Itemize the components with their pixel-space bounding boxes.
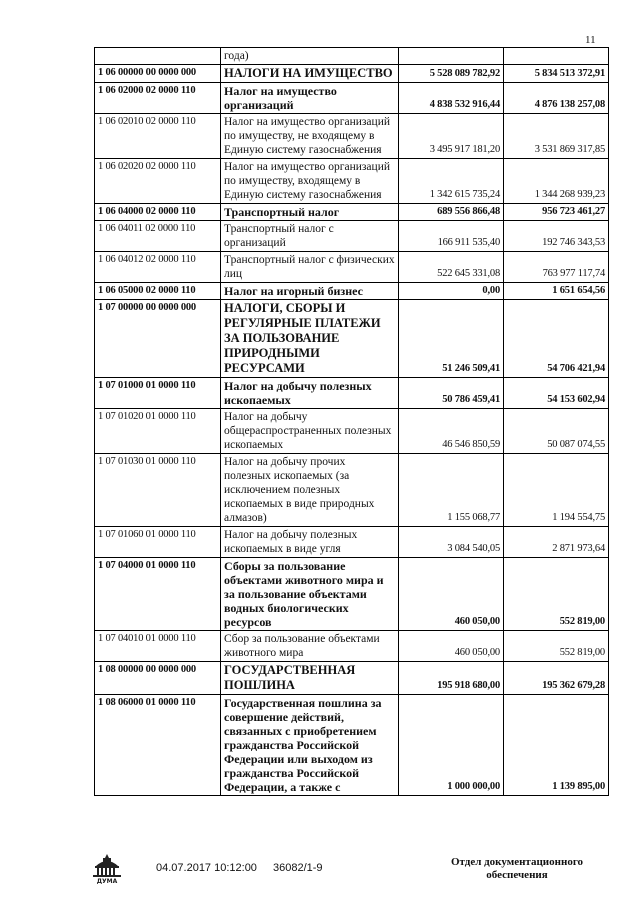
table-row [95, 695, 609, 796]
row-code-cell: 1 06 04012 02 0000 110 [95, 252, 221, 283]
row-name-cell: Налог на игорный бизнес [221, 283, 399, 300]
row-value-2016-cell: 1 000 000,00 [399, 695, 504, 796]
row-code-cell: 1 07 01030 01 0000 110 [95, 454, 221, 527]
table-row [95, 221, 609, 252]
row-name-cell: Налог на имущество организаций по имуществу, не входящему в Единую систему газоснабжения [221, 114, 399, 159]
row-code-cell: 1 07 01020 01 0000 110 [95, 409, 221, 454]
budget-table [94, 47, 609, 796]
row-value-2016-cell: 689 556 866,48 [399, 204, 504, 221]
row-name-cell: Налог на добычу общераспространенных полезных ископаемых [221, 409, 399, 454]
page-footer [0, 852, 640, 892]
table-row [95, 558, 609, 631]
row-value-2017-cell [504, 48, 609, 65]
row-code-cell: 1 07 01060 01 0000 110 [95, 527, 221, 558]
table-row [95, 283, 609, 300]
duma-seal-icon [88, 852, 126, 884]
row-value-2017-cell: 192 746 343,53 [504, 221, 609, 252]
row-value-2016-cell: 195 918 680,00 [399, 662, 504, 695]
row-value-2017-cell: 1 194 554,75 [504, 454, 609, 527]
row-name-cell: НАЛОГИ, СБОРЫ И РЕГУЛЯРНЫЕ ПЛАТЕЖИ ЗА ПОЛЬЗОВАНИЕ ПРИРОДНЫМИ РЕСУРСАМИ [221, 300, 399, 378]
row-name-cell: Транспортный налог с организаций [221, 221, 399, 252]
row-code-cell: 1 06 02020 02 0000 110 [95, 159, 221, 204]
footer-datetime: 04.07.2017 10:12:00 [156, 862, 257, 874]
row-value-2016-cell [399, 48, 504, 65]
row-value-2017-cell: 4 876 138 257,08 [504, 83, 609, 114]
table-row [95, 159, 609, 204]
row-code-cell: 1 08 00000 00 0000 000 [95, 662, 221, 695]
row-name-cell: Транспортный налог с физических лиц [221, 252, 399, 283]
row-value-2017-cell: 1 344 268 939,23 [504, 159, 609, 204]
budget-table-body [95, 48, 609, 796]
row-name-cell: Налог на добычу полезных ископаемых в виде угля [221, 527, 399, 558]
row-name-cell: Государственная пошлина за совершение действий, связанных с приобретением гражданства Российской Федерации или выходом из гражданства Российской Федерации, а также с [221, 695, 399, 796]
row-code-cell: 1 06 02000 02 0000 110 [95, 83, 221, 114]
table-row [95, 114, 609, 159]
table-row [95, 83, 609, 114]
seal-text: ДУМА [96, 878, 118, 884]
row-name-cell: ГОСУДАРСТВЕННАЯ ПОШЛИНА [221, 662, 399, 695]
row-value-2017-cell: 763 977 117,74 [504, 252, 609, 283]
table-row [95, 252, 609, 283]
table-row [95, 631, 609, 662]
table-row [95, 204, 609, 221]
row-name-cell: Налог на добычу полезных ископаемых [221, 378, 399, 409]
table-row [95, 662, 609, 695]
row-name-cell: Налог на имущество организаций [221, 83, 399, 114]
row-value-2016-cell: 522 645 331,08 [399, 252, 504, 283]
row-value-2016-cell: 5 528 089 782,92 [399, 65, 504, 83]
row-code-cell: 1 06 00000 00 0000 000 [95, 65, 221, 83]
row-code-cell: 1 07 04010 01 0000 110 [95, 631, 221, 662]
row-value-2017-cell: 54 706 421,94 [504, 300, 609, 378]
row-value-2016-cell: 50 786 459,41 [399, 378, 504, 409]
row-value-2017-cell: 1 139 895,00 [504, 695, 609, 796]
row-value-2016-cell: 3 084 540,05 [399, 527, 504, 558]
table-row [95, 409, 609, 454]
row-value-2016-cell: 4 838 532 916,44 [399, 83, 504, 114]
row-name-cell: НАЛОГИ НА ИМУЩЕСТВО [221, 65, 399, 83]
row-value-2016-cell: 1 342 615 735,24 [399, 159, 504, 204]
table-row [95, 527, 609, 558]
row-name-cell: Сбор за пользование объектами животного мира [221, 631, 399, 662]
row-value-2017-cell: 50 087 074,55 [504, 409, 609, 454]
row-value-2017-cell: 2 871 973,64 [504, 527, 609, 558]
row-name-cell: Транспортный налог [221, 204, 399, 221]
row-code-cell [95, 48, 221, 65]
table-row [95, 378, 609, 409]
row-value-2017-cell: 956 723 461,27 [504, 204, 609, 221]
row-value-2016-cell: 0,00 [399, 283, 504, 300]
row-code-cell: 1 08 06000 01 0000 110 [95, 695, 221, 796]
row-value-2016-cell: 3 495 917 181,20 [399, 114, 504, 159]
row-value-2016-cell: 46 546 850,59 [399, 409, 504, 454]
row-value-2016-cell: 51 246 509,41 [399, 300, 504, 378]
row-name-cell: года) [221, 48, 399, 65]
row-name-cell: Налог на имущество организаций по имуществу, входящему в Единую систему газоснабжения [221, 159, 399, 204]
row-value-2017-cell: 5 834 513 372,91 [504, 65, 609, 83]
row-code-cell: 1 06 02010 02 0000 110 [95, 114, 221, 159]
row-value-2017-cell: 195 362 679,28 [504, 662, 609, 695]
table-row [95, 48, 609, 65]
row-code-cell: 1 07 00000 00 0000 000 [95, 300, 221, 378]
row-code-cell: 1 06 04000 02 0000 110 [95, 204, 221, 221]
page-number: 11 [585, 34, 596, 46]
footer-department: Отдел документационного обеспечения [450, 856, 584, 881]
row-code-cell: 1 07 01000 01 0000 110 [95, 378, 221, 409]
row-name-cell: Сборы за пользование объектами животного мира и за пользование объектами водных биологических ресурсов [221, 558, 399, 631]
row-value-2017-cell: 552 819,00 [504, 631, 609, 662]
row-value-2017-cell: 1 651 654,56 [504, 283, 609, 300]
row-code-cell: 1 06 04011 02 0000 110 [95, 221, 221, 252]
row-code-cell: 1 06 05000 02 0000 110 [95, 283, 221, 300]
footer-doc-code: 36082/1-9 [273, 862, 323, 874]
table-row [95, 300, 609, 378]
row-value-2016-cell: 1 155 068,77 [399, 454, 504, 527]
row-value-2017-cell: 54 153 602,94 [504, 378, 609, 409]
table-row [95, 65, 609, 83]
row-value-2016-cell: 460 050,00 [399, 631, 504, 662]
table-row [95, 454, 609, 527]
row-code-cell: 1 07 04000 01 0000 110 [95, 558, 221, 631]
row-value-2017-cell: 3 531 869 317,85 [504, 114, 609, 159]
row-value-2016-cell: 460 050,00 [399, 558, 504, 631]
row-value-2017-cell: 552 819,00 [504, 558, 609, 631]
row-name-cell: Налог на добычу прочих полезных ископаемых (за исключением полезных ископаемых в виде природных алмазов) [221, 454, 399, 527]
row-value-2016-cell: 166 911 535,40 [399, 221, 504, 252]
